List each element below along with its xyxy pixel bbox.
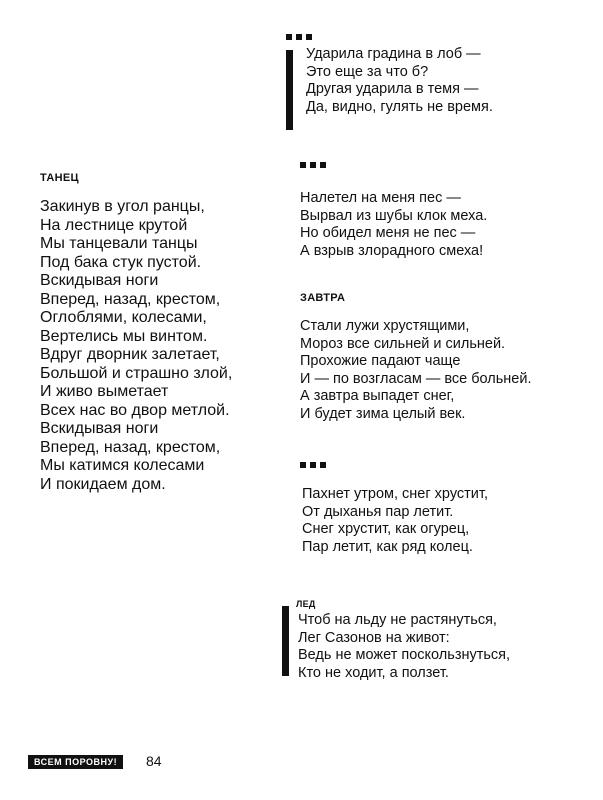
poem-line: Мороз все сильней и сильней.: [300, 335, 506, 352]
poem-line: Прохожие падают чаще: [300, 353, 461, 369]
section-dots: [300, 162, 326, 168]
poem-tomorrow: [300, 318, 532, 423]
poem-line: Кто не ходит, а ползет.: [298, 664, 449, 681]
poem-morning: [302, 486, 488, 556]
poem-line: Мы катимся колесами: [40, 457, 205, 474]
poem-line: Большой и страшно злой,: [40, 364, 233, 382]
poem-line: И будет зима целый век.: [300, 405, 466, 422]
poem-line: Налетел на меня пес —: [300, 190, 461, 206]
accent-bar: [282, 606, 289, 676]
poem-hail: [306, 46, 493, 116]
poem-line: Всех нас во двор метлой.: [40, 401, 230, 419]
poem-line: Да, видно, гулять не время.: [306, 98, 493, 115]
poem-line: Чтоб на льду не растянуться,: [298, 612, 497, 628]
poem-line: Но обидел меня не пес —: [300, 225, 476, 241]
poem-line: Пар летит, как ряд колец.: [302, 538, 473, 555]
stanza: [40, 420, 232, 494]
poem-ice: [298, 612, 510, 682]
poem-dance: [40, 198, 232, 494]
poem-line: Мы танцевали танцы: [40, 235, 198, 252]
stanza: [40, 198, 232, 272]
poem-line: На лестнице крутой: [40, 216, 188, 234]
poem-line: Закинув в угол ранцы,: [40, 198, 205, 215]
poem-line: Вперед, назад, крестом,: [40, 438, 221, 456]
poem-line: Вперед, назад, крестом,: [40, 290, 221, 308]
poem-line: Оглоблями, колесами,: [40, 309, 207, 326]
poem-line: Снег хрустит, как огурец,: [302, 521, 470, 537]
poem-title: ЛЕД: [296, 599, 316, 609]
poem-line: Под бака стук пустой.: [40, 253, 202, 271]
poem-line: Другая ударила в темя —: [306, 81, 479, 97]
poem-line: Ведь не может поскользнуться,: [298, 647, 511, 663]
section-dots: [286, 34, 312, 40]
poem-line: Вскидывая ноги: [40, 272, 159, 289]
poem-line: А завтра выпадет снег,: [300, 388, 455, 404]
poem-line: Пахнет утром, снег хрустит,: [302, 486, 488, 502]
page-number: 84: [146, 753, 162, 769]
book-title-label: ВСЕМ ПОРОВНУ!: [28, 755, 123, 769]
accent-bar: [286, 50, 293, 130]
poem-line: Вскидывая ноги: [40, 420, 159, 437]
stanza: [40, 346, 232, 420]
poem-line: Вдруг дворник залетает,: [40, 346, 220, 363]
stanza: [40, 272, 232, 346]
poem-dog: [300, 190, 487, 260]
poem-line: И живо выметает: [40, 383, 169, 400]
poem-line: А взрыв злорадного смеха!: [300, 242, 484, 259]
poem-line: Вырвал из шубы клок меха.: [300, 207, 488, 224]
poem-line: От дыханья пар летит.: [302, 503, 454, 520]
poem-line: Лег Сазонов на живот:: [298, 629, 450, 646]
poem-line: И — по возгласам — все больней.: [300, 370, 532, 387]
poem-line: Это еще за что б?: [306, 63, 429, 80]
poem-title: ТАНЕЦ: [40, 172, 79, 184]
section-dots: [300, 462, 326, 468]
poem-title: ЗАВТРА: [300, 292, 346, 304]
poem-line: Стали лужи хрустящими,: [300, 318, 470, 334]
poem-line: И покидаем дом.: [40, 475, 166, 493]
poem-line: Вертелись мы винтом.: [40, 327, 208, 345]
poem-line: Ударила градина в лоб —: [306, 46, 481, 62]
